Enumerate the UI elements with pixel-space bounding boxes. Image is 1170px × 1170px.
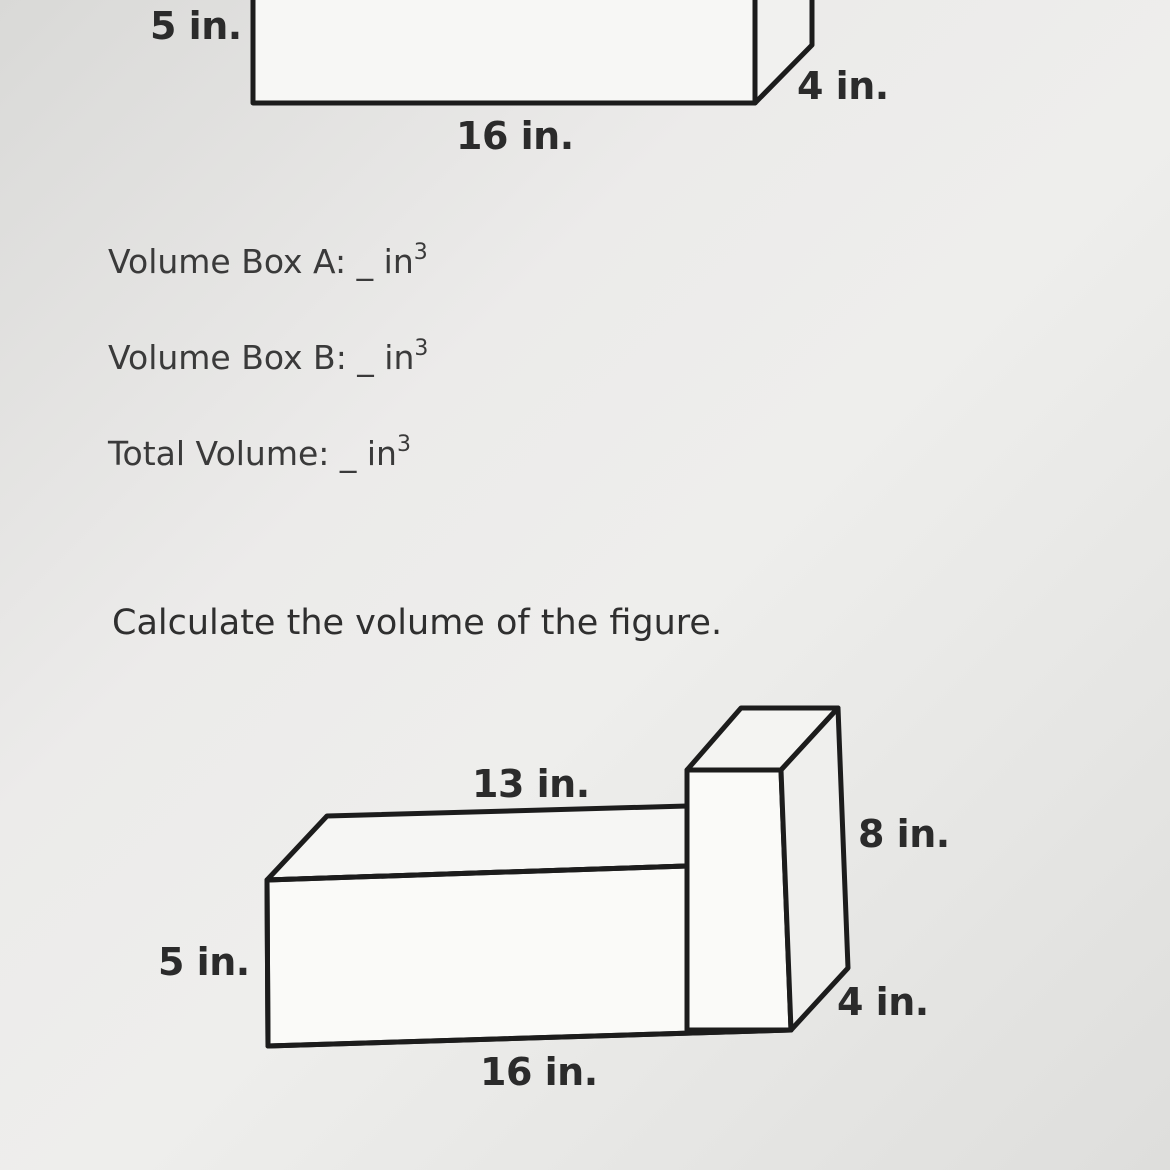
top-height-label: 5 in.	[150, 4, 242, 48]
bottom-depth-label: 4 in.	[837, 980, 929, 1024]
bottom-length-label: 16 in.	[480, 1050, 598, 1094]
question-volume-box-b	[108, 338, 428, 377]
top-length-label: 16 in.	[456, 114, 574, 158]
bottom-tall-height-label: 8 in.	[858, 812, 950, 856]
question-total-volume-text: Total Volume: _ in	[108, 434, 397, 473]
top-depth-label: 4 in.	[797, 64, 889, 108]
question-volume-box-a-exponent: 3	[413, 240, 428, 265]
bottom-height-label: 5 in.	[158, 940, 250, 984]
top-prism-figure	[253, 0, 812, 103]
question-volume-box-a	[108, 242, 428, 281]
tall-block-front-face	[687, 770, 791, 1030]
prompt-heading: Calculate the volume of the figure.	[112, 603, 723, 643]
l-shaped-prism-figure	[267, 708, 848, 1046]
question-volume-box-b-text: Volume Box B: _ in	[108, 338, 415, 377]
bottom-top-length-label: 13 in.	[472, 762, 590, 806]
question-total-volume	[108, 434, 411, 473]
question-volume-box-b-exponent: 3	[414, 336, 429, 361]
question-total-volume-exponent: 3	[396, 432, 411, 457]
question-volume-box-a-text: Volume Box A: _ in	[108, 242, 414, 281]
top-prism-front-face	[253, 0, 755, 103]
